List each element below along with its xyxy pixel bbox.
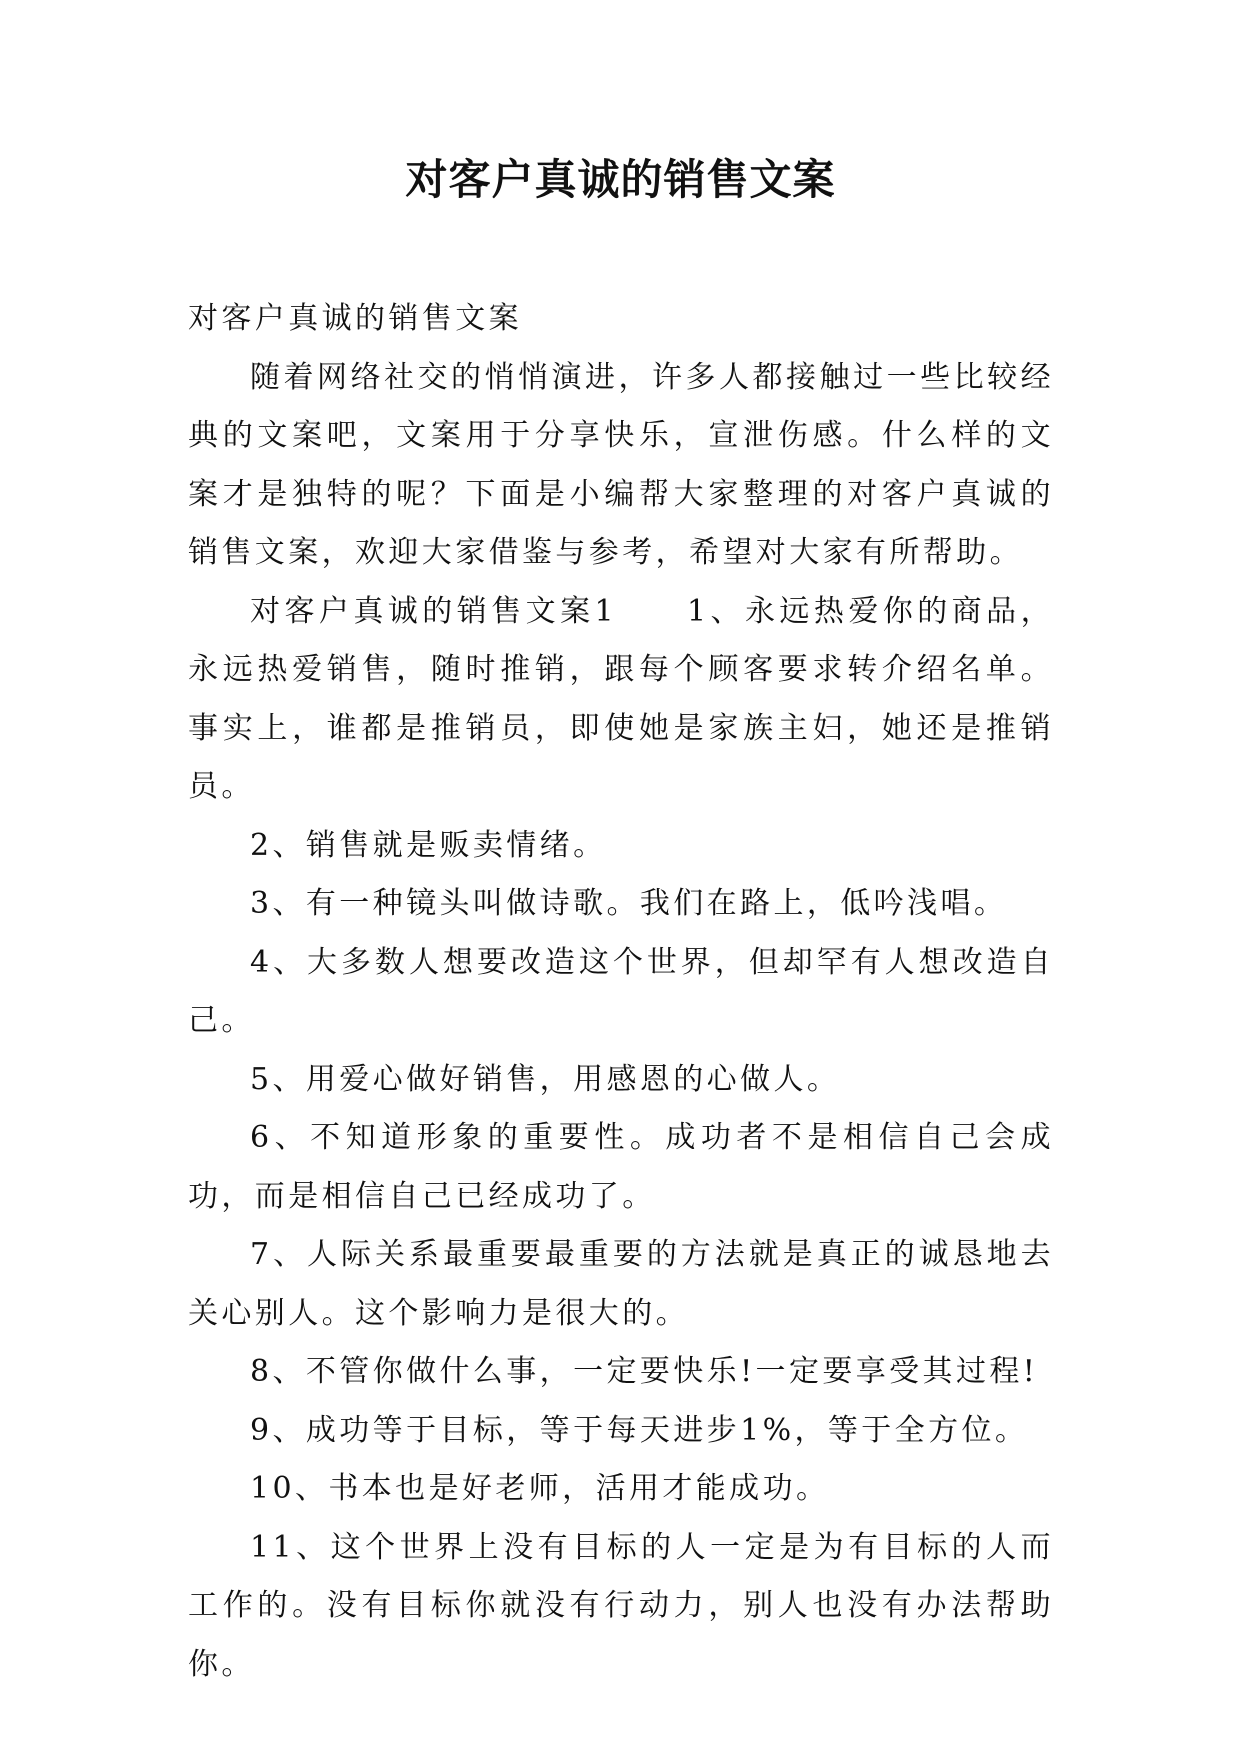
item-paragraph-6: 6、不知道形象的重要性。成功者不是相信自己会成功，而是相信自己已经成功了。: [188, 1120, 1054, 1214]
item-paragraph-8: 8、不管你做什么事，一定要快乐!一定要享受其过程!: [250, 1354, 1039, 1389]
item-paragraph-3: 3、有一种镜头叫做诗歌。我们在路上，低吟浅唱。: [250, 886, 1008, 921]
item-paragraph-9: 9、成功等于目标，等于每天进步1%，等于全方位。: [250, 1412, 1029, 1448]
item-paragraph-4: 4、大多数人想要改造这个世界，但却罕有人想改造自己。: [188, 944, 1054, 1038]
item-paragraph-10: 10、书本也是好老师，活用才能成功。: [250, 1471, 830, 1506]
item-paragraph-7: 7、人际关系最重要最重要的方法就是真正的诚恳地去关心别人。这个影响力是很大的。: [188, 1237, 1054, 1331]
intro-paragraph: 随着网络社交的悄悄演进，许多人都接触过一些比较经典的文案吧，文案用于分享快乐，宣泄伤感。什么样的文案才是独特的呢？下面是小编帮大家整理的对客户真诚的销售文案，欢迎大家借鉴与参考，希望对大家有所帮助。: [188, 359, 1054, 570]
subtitle-paragraph: 对客户真诚的销售文案: [188, 301, 522, 336]
document-title: 对客户真诚的销售文案: [405, 155, 836, 204]
item-paragraph-5: 5、用爱心做好销售，用感恩的心做人。: [250, 1061, 841, 1097]
section-paragraph-1: 对客户真诚的销售文案1 1、永远热爱你的商品，永远热爱销售，随时推销，跟每个顾客要求转介绍名单。事实上，谁都是推销员，即使她是家族主妇，她还是推销员。: [188, 593, 1054, 804]
item-paragraph-11: 11、这个世界上没有目标的人一定是为有目标的人而工作的。没有目标你就没有行动力，别人也没有办法帮助你。: [188, 1529, 1054, 1682]
item-paragraph-2: 2、销售就是贩卖情绪。: [250, 827, 607, 863]
document-body: [188, 290, 1054, 1694]
